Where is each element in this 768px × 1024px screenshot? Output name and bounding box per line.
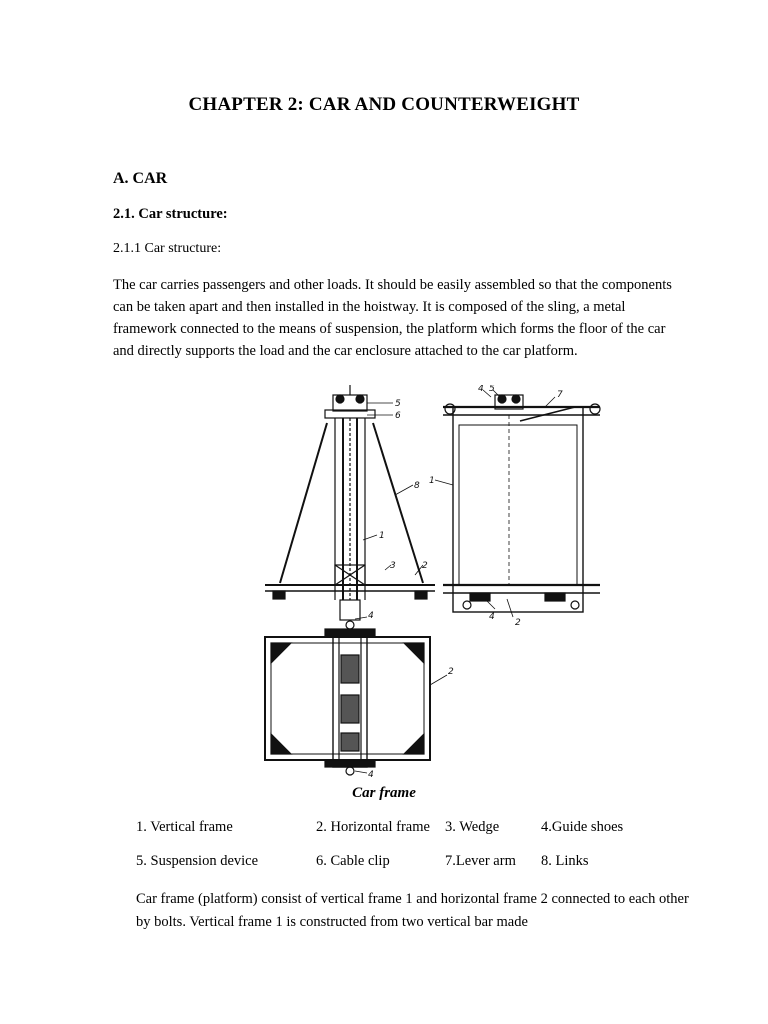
- frame-paragraph: Car frame (platform) consist of vertical frame 1 and horizontal frame 2 connected to each other by bolts. Vertical frame 1 is constructed from two vertical bar made: [136, 891, 689, 930]
- callout-1-front: 1: [429, 476, 435, 486]
- callout-2-plan: 2: [448, 667, 454, 677]
- callout-3: 3: [390, 561, 396, 571]
- legend-item-6: 6. Cable clip: [316, 853, 390, 869]
- callout-7: 7: [557, 390, 563, 400]
- legend-item-5: 5. Suspension device: [136, 853, 259, 869]
- intro-paragraph: The car carries passengers and other loads. It should be easily assembled so that the components can be taken apart and then installed in the hoistway. It is composed of the sling, a metal framework connected to the means of suspension, the platform which forms the floor of the car and directly supports the load and the car enclosure attached to the car platform.: [113, 277, 672, 359]
- callout-6: 6: [395, 411, 401, 421]
- callout-5-side: 5: [395, 399, 401, 409]
- car-frame-drawing: [255, 385, 615, 780]
- subsubsection-heading: 2.1.1 Car structure:: [113, 241, 222, 256]
- callout-5-front: 5: [489, 385, 495, 394]
- callout-4-front-top: 4: [478, 385, 484, 394]
- plan-view-platform: [265, 617, 447, 775]
- legend-item-2: 2. Horizontal frame: [316, 819, 430, 835]
- callout-8: 8: [414, 481, 420, 491]
- legend-item-7: 7.Lever arm: [445, 853, 516, 869]
- callout-2-side: 2: [422, 561, 428, 571]
- callout-4-plan-bottom: 4: [368, 770, 374, 780]
- callout-4-plan-top: 4: [368, 611, 374, 621]
- section-heading: A. CAR: [113, 170, 168, 187]
- side-view-sling: [265, 385, 435, 620]
- callout-1-side: 1: [379, 531, 385, 541]
- legend-item-8: 8. Links: [541, 853, 589, 869]
- front-view-frame: [435, 390, 600, 617]
- legend-item-4: 4.Guide shoes: [541, 819, 624, 835]
- subsection-heading: 2.1. Car structure:: [113, 206, 228, 222]
- callout-4-front-bottom: 4: [489, 612, 495, 622]
- callout-2-front: 2: [515, 618, 521, 628]
- legend-item-1: 1. Vertical frame: [136, 819, 233, 835]
- legend-item-3: 3. Wedge: [445, 819, 500, 835]
- figure-caption: Car frame: [352, 785, 416, 801]
- chapter-title: CHAPTER 2: CAR AND COUNTERWEIGHT: [188, 94, 580, 115]
